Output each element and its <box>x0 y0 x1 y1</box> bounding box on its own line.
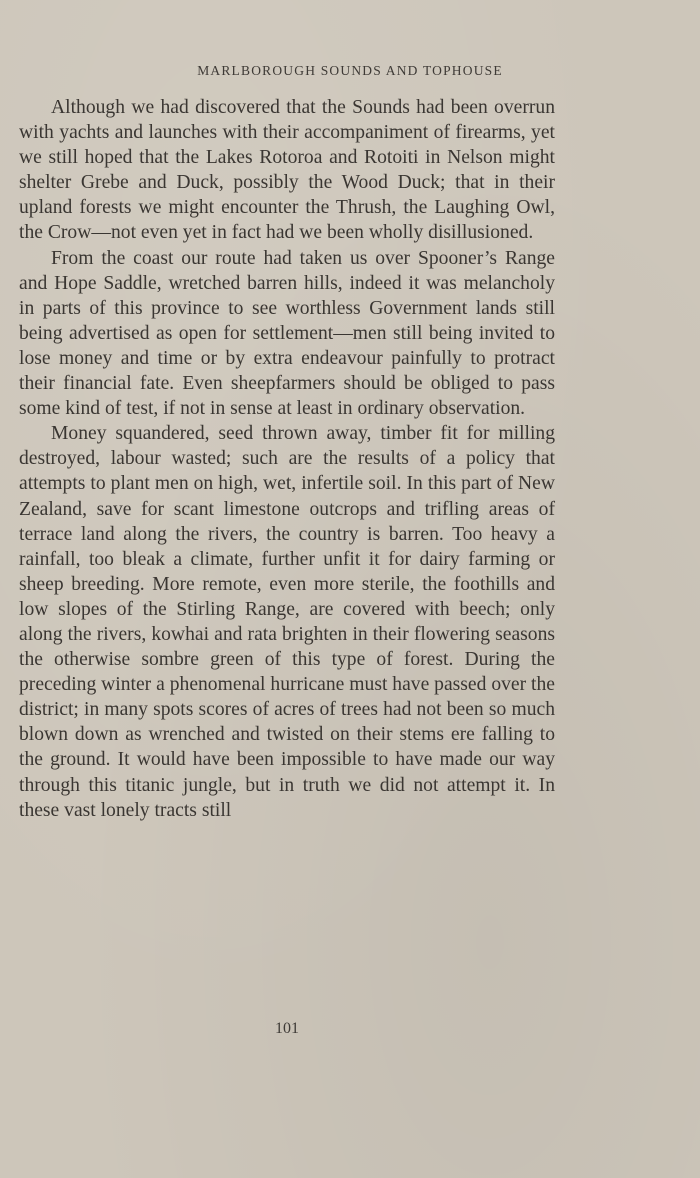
paragraph-1: Although we had discovered that the Sounds had been overrun with yachts and launches with their accompaniment of firearms, yet we still hoped that the Lakes Rotoroa and Rotoiti in Nelson might shelter Grebe and Duck, possibly the Wood Duck; that in their upland forests we might encounter the Thrush, the Laughing Owl, the Crow—not even yet in fact had we been wholly disillusioned. <box>19 97 555 244</box>
body-text <box>19 95 555 823</box>
page-number: 101 <box>275 1020 299 1037</box>
paragraph-2: From the coast our route had taken us over Spooner’s Range and Hope Saddle, wretched barren hills, indeed it was melancholy in parts of this province to see worthless Government lands still being advertised as open for settlement—men still being invited to lose money and time or by extra endeavour painfully to protract their financial fate. Even sheepfarmers should be obliged to pass some kind of test, if not in sense at least in ordinary observation. <box>19 247 555 420</box>
running-head: MARLBOROUGH SOUNDS AND TOPHOUSE <box>197 63 503 78</box>
paragraph-3: Money squandered, seed thrown away, timber fit for milling destroyed, labour wasted; such are the results of a policy that attempts to plant men on high, wet, infertile soil. In this part of New Zealand, save for scant limestone outcrops and trifling areas of terrace land along the rivers, the country is barren. Too heavy a rainfall, too bleak a climate, further unfit it for dairy farming or sheep breeding. More remote, even more sterile, the foothills and low slopes of the Stirling Range, are covered with beech; only along the rivers, kowhai and rata brighten in their flowering seasons the otherwise sombre green of this type of forest. During the preceding winter a phenomenal hurricane must have passed over the district; in many spots scores of acres of trees had not been so much blown down as wrenched and twisted on their stems ere falling to the ground. It would have been impossible to have made our way through this titanic jungle, but in truth we did not attempt it. In these vast lonely tracts still <box>19 423 555 821</box>
